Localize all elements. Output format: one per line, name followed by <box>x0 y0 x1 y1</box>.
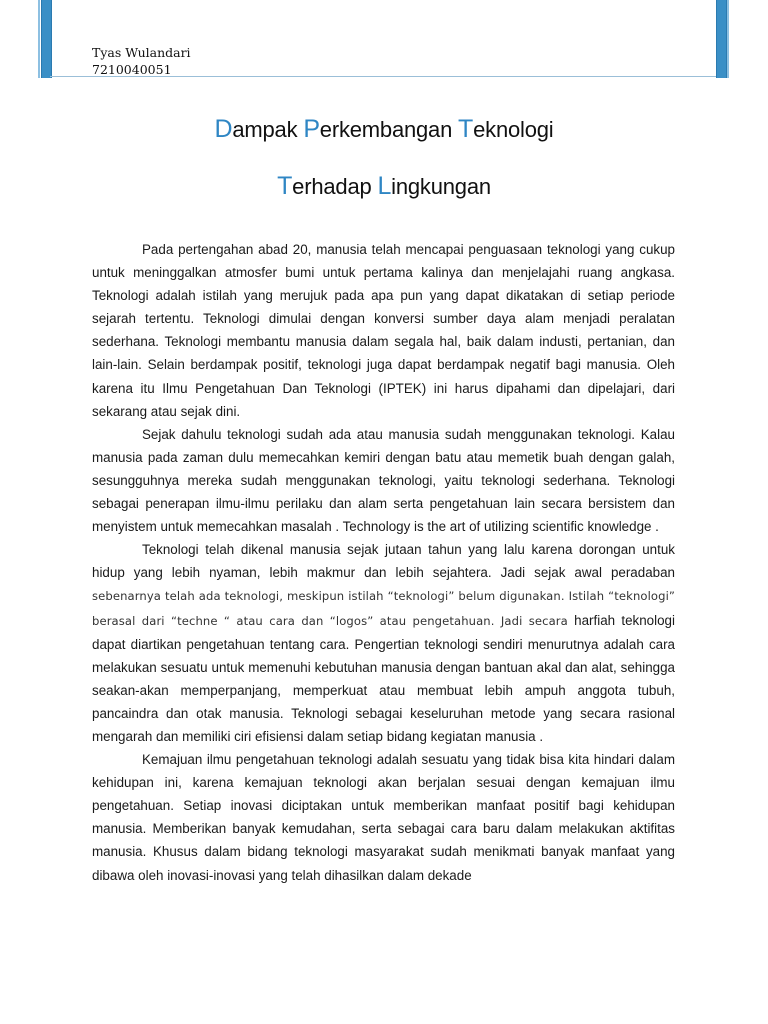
title-capital: T <box>277 172 293 200</box>
document-title-line-1 <box>0 115 768 144</box>
title-capital: P <box>303 115 320 143</box>
header-bar-left <box>41 0 52 78</box>
document-title-line-2 <box>0 172 768 201</box>
header-bar-left-edge <box>38 0 40 78</box>
title-word: ampak <box>232 117 304 142</box>
author-block <box>92 44 191 78</box>
author-name: Tyas Wulandari <box>92 45 191 60</box>
title-capital: T <box>458 115 474 143</box>
document-body <box>92 238 675 887</box>
paragraph-1: Pada pertengahan abad 20, manusia telah mencapai penguasaan teknologi yang cukup untuk meninggalkan atmosfer bumi untuk pertama kalinya dan menjelajahi ruang angkasa. Teknologi adalah istilah yang merujuk pada apa pun yang dapat dikatakan di setiap periode sejarah tertentu. Teknologi dimulai dengan konversi sumber daya alam menjadi peralatan sederhana. Teknologi membantu manusia dalam segala hal, baik dalam industi, pertanian, dan lain-lain. Selain berdampak positif, teknologi juga dapat berdampak negatif bagi manusia. Oleh karena itu Ilmu Pengetahuan Dan Teknologi (IPTEK) ini harus dipahami dan dipelajari, dari sekarang atau sejak dini. <box>92 242 675 419</box>
header-bar-right-edge <box>727 0 729 78</box>
paragraph-3-part-a: Teknologi telah dikenal manusia sejak jutaan tahun yang lalu karena dorongan untuk hidup yang lebih nyaman, lebih makmur dan lebih sejahtera. Jadi sejak awal peradaban <box>92 542 675 581</box>
paragraph-3 <box>92 538 675 748</box>
paragraph-2: Sejak dahulu teknologi sudah ada atau manusia sudah menggunakan teknologi. Kalau manusia pada zaman dulu memecahkan kemiri dengan batu atau memetik buah dengan galah, sesungguhnya mereka sudah menggunakan teknologi, yaitu teknologi sederhana. Teknologi sebagai penerapan ilmu-ilmu perilaku dan alam serta pengetahuan lain secara bersistem dan menyistem untuk memecahkan masalah . Technology is the art of utilizing scientific knowledge . <box>92 426 675 535</box>
paragraph-4: Kemajuan ilmu pengetahuan teknologi adalah sesuatu yang tidak bisa kita hindari dalam kehidupan ini, karena kemajuan teknologi akan berjalan sesuai dengan kemajuan ilmu pengetahuan. Setiap inovasi diciptakan untuk memberikan manfaat positif bagi kehidupan manusia. Memberikan banyak kemudahan, serta sebagai cara baru dalam melakukan aktifitas manusia. Khusus dalam bidang teknologi masyarakat sudah menikmati banyak manfaat yang dibawa oleh inovasi-inovasi yang telah dihasilkan dalam dekade <box>92 752 675 883</box>
header-bar-right <box>716 0 727 78</box>
title-word: erhadap <box>292 174 378 199</box>
title-word: erkembangan <box>319 117 459 142</box>
title-word: eknologi <box>473 117 554 142</box>
title-capital: L <box>377 172 392 200</box>
student-id: 7210040051 <box>92 62 172 77</box>
paragraph-3-part-b: sebenarnya telah ada teknologi, meskipun istilah “teknologi” belum digunakan. Istilah “teknologi” berasal dari “techne “ atau cara dan “logos” atau pengetahuan. Jadi secara <box>92 589 675 628</box>
title-capital: D <box>214 115 233 143</box>
title-word: ingkungan <box>391 174 491 199</box>
paragraph-3-part-c: harfiah teknologi dapat diartikan pengetahuan tentang cara. Pengertian teknologi sendiri menurutnya adalah cara melakukan sesuatu untuk memenuhi kebutuhan manusia dengan bantuan akal dan alat, sehingga seakan-akan memperpanjang, memperkuat atau membuat lebih ampuh anggota tubuh, pancaindra dan otak manusia. Teknologi sebagai keseluruhan metode yang secara rasional mengarah dan memiliki ciri efisiensi dalam setiap bidang kegiatan manusia . <box>92 612 675 744</box>
